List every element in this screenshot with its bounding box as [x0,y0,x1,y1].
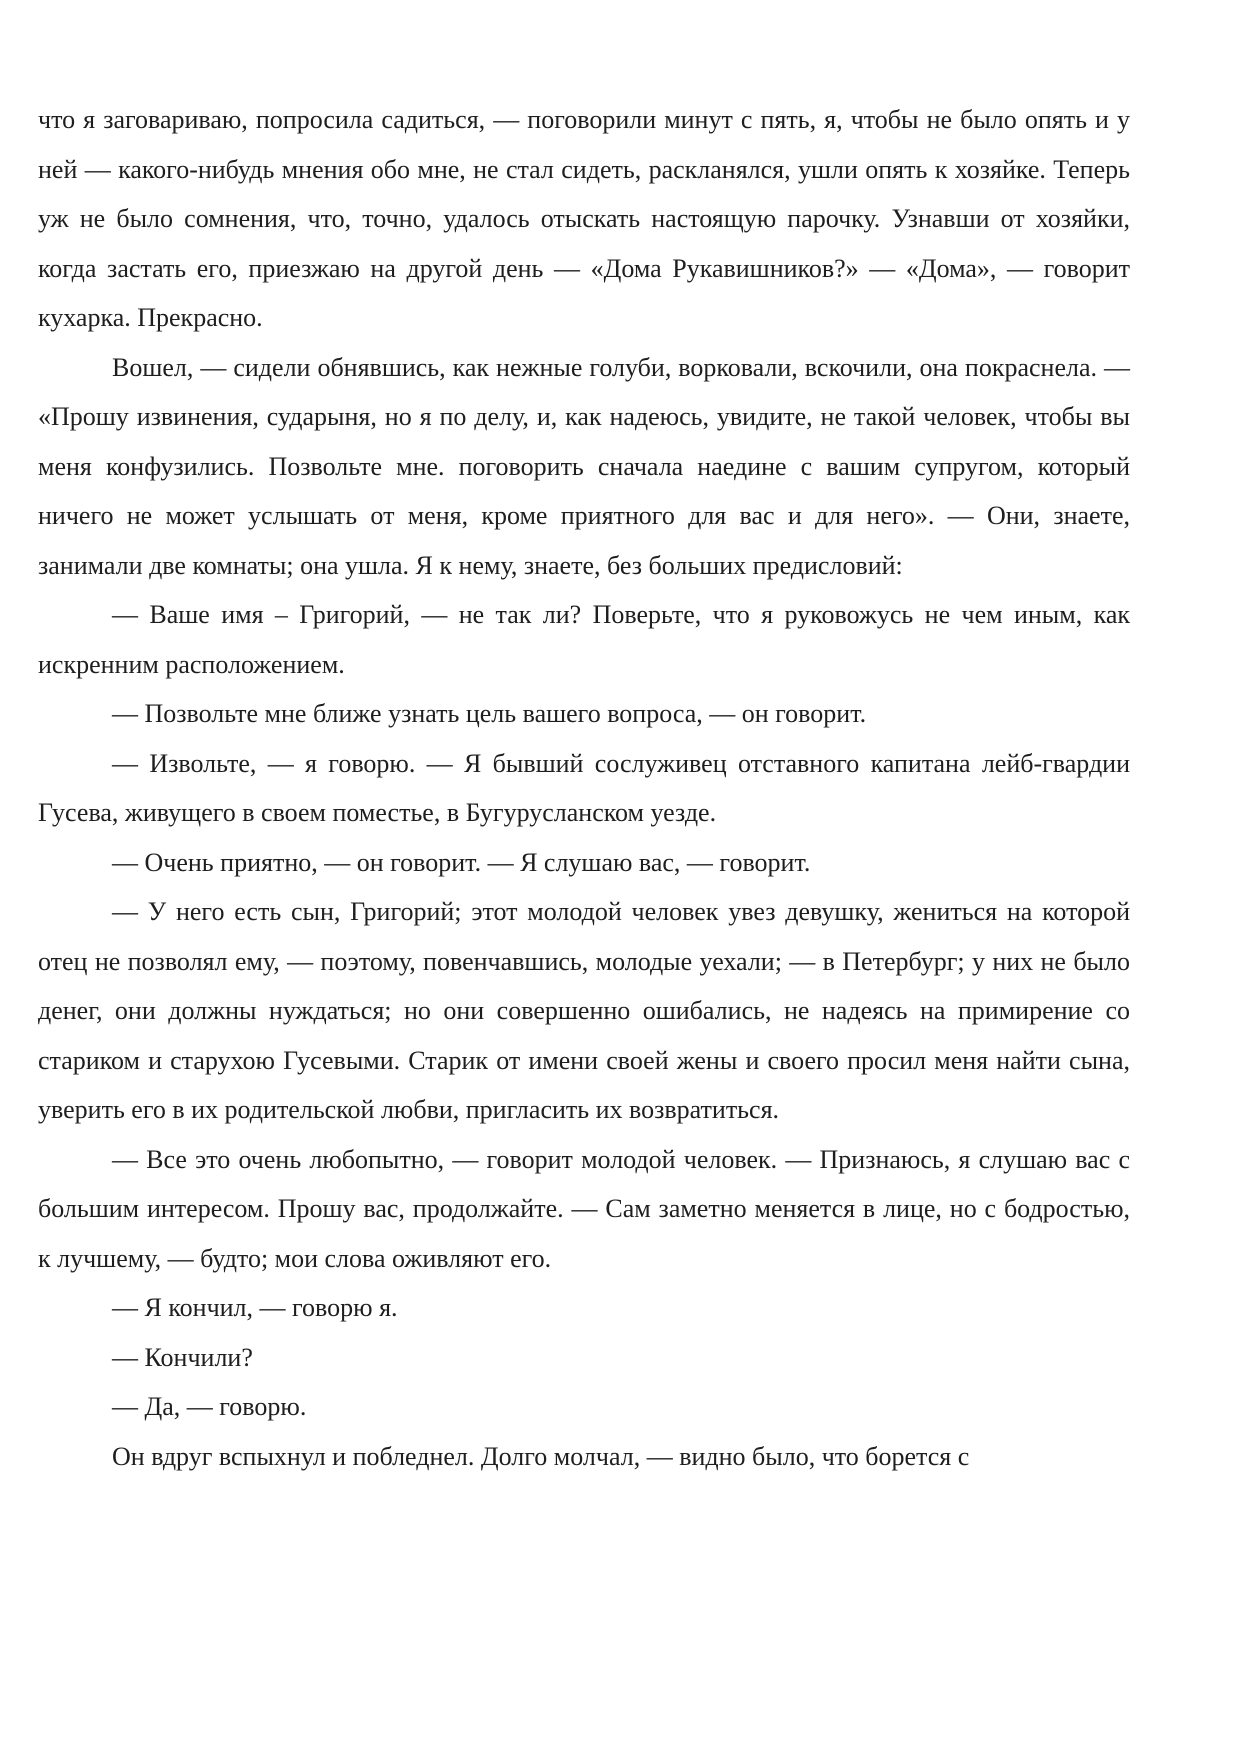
paragraph-7: — У него есть сын, Григорий; этот молодой человек увез девушку, жениться на которой отец не позволял ему, — поэтому, повенчавшись, молодые уехали; — в Петербург; у них не было денег, они должны нуждаться; но они совершенно ошибались, не надеясь на примирение со стариком и старухою Гусевыми. Старик от имени своей жены и своего просил меня найти сына, уверить его в их родительской любви, пригласить их возвратиться. [38,897,1130,1124]
paragraph-2: Вошел, — сидели обнявшись, как нежные голуби, ворковали, вскочили, она покраснела. — «Прошу извинения, сударыня, но я по делу, и, как надеюсь, увидите, не такой человек, чтобы вы меня конфузились. Позвольте мне. поговорить сначала наедине с вашим супругом, который ничего не может услышать от меня, кроме приятного для вас и для него». — Они, знаете, занимали две комнаты; она ушла. Я к нему, знаете, без больших предисловий: [38,352,1130,580]
paragraph-5: — Извольте, — я говорю. — Я бывший сослуживец отставного капитана лейб-гвардии Гусева, живущего в своем поместье, в Бугурусланском уезде. [38,748,1130,827]
paragraph-11: — Да, — говорю. [112,1392,307,1421]
paragraph-1: что я заговариваю, попросила садиться, — поговорили минут с пять, я, чтобы не было опять и у ней — какого-нибудь мнения обо мне, не стал сидеть, раскланялся, ушли опять к хозяйке. Теперь уж не было сомнения, что, точно, удалось отыскать настоящую парочку. Узнавши от хозяйки, когда застать его, приезжаю на другой день — «Дома Рукавишников?» — «Дома», — говорит кухарка. Прекрасно. [38,105,1130,332]
paragraph-12: Он вдруг вспыхнул и побледнел. Долго молчал, — видно было, что борется с [112,1441,970,1471]
paragraph-6: — Очень приятно, — он говорит. — Я слушаю вас, — говорит. [112,847,811,877]
paragraph-8: — Все это очень любопытно, — говорит молодой человек. — Признаюсь, я слушаю вас с большим интересом. Прошу вас, продолжайте. — Сам заметно меняется в лице, но с бодростью, к лучшему, — будто; мои слова оживляют его. [38,1144,1130,1273]
paragraph-4: — Позвольте мне ближе узнать цель вашего вопроса, — он говорит. [112,699,867,728]
paragraph-10: — Кончили? [112,1342,253,1372]
document-page [38,95,1130,1481]
paragraph-9: — Я кончил, — говорю я. [112,1293,398,1322]
paragraph-3: — Ваше имя – Григорий, — не так ли? Поверьте, что я руковожусь не чем иным, как искренним расположением. [38,600,1130,679]
